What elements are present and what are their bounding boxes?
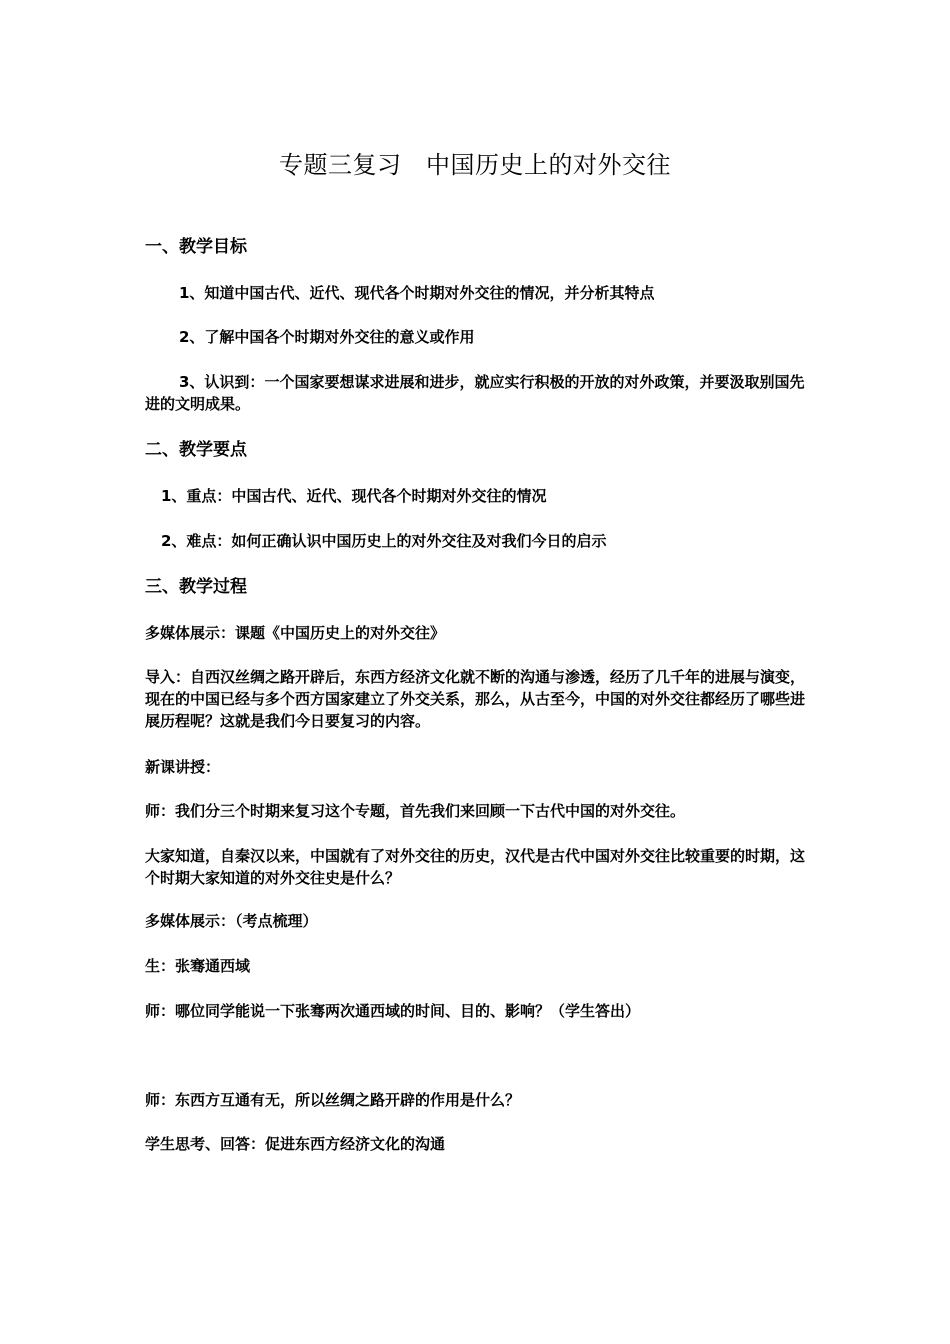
process-item-new-lesson: 新课讲授： [145, 758, 221, 776]
section-heading-process: 三、教学过程 [145, 577, 247, 597]
section-heading-objectives: 一、教学目标 [145, 237, 247, 257]
document-title: 专题三复习 中国历史上的对外交往 [279, 151, 671, 179]
objective-item-1: 1、知道中国古代、近代、现代各个时期对外交往的情况，并分析其特点 [179, 284, 655, 302]
objective-item-2: 2、了解中国各个时期对外交往的意义或作用 [179, 328, 475, 346]
process-item-teacher-1: 师：我们分三个时期来复习这个专题，首先我们来回顾一下古代中国的对外交往。 [145, 802, 686, 820]
key-point-item-1: 1、重点：中国古代、近代、现代各个时期对外交往的情况 [161, 487, 547, 505]
process-item-introduction: 导入：自西汉丝绸之路开辟后，东西方经济文化就不断的沟通与渗透，经历了几千年的进展与演变，现在的中国已经与多个西方国家建立了外交关系，那么，从古至今，中国的对外交往都经历了哪些进展历程呢？这就是我们今日要复习的内容。 [145, 668, 806, 730]
process-item-multimedia-topic: 多媒体展示：课题《中国历史上的对外交往》 [145, 624, 446, 642]
process-item-student-answer: 学生思考、回答：促进东西方经济文化的沟通 [145, 1135, 446, 1153]
process-item-student-1: 生：张骞通西域 [145, 957, 251, 975]
process-item-teacher-2: 师：哪位同学能说一下张骞两次通西域的时间、目的、影响？（学生答出） [145, 1002, 641, 1020]
process-item-multimedia-review: 多媒体展示：（考点梳理） [145, 912, 318, 930]
objective-item-3: 3、认识到：一个国家要想谋求进展和进步，就应实行积极的开放的对外政策，并要汲取别国先进的文明成果。 [145, 373, 805, 413]
process-item-class-question: 大家知道，自秦汉以来，中国就有了对外交往的历史，汉代是古代中国对外交往比较重要的时期，这个时期大家知道的对外交往史是什么？ [145, 847, 806, 887]
key-point-item-2: 2、难点：如何正确认识中国历史上的对外交往及对我们今日的启示 [161, 532, 607, 550]
section-heading-key-points: 二、教学要点 [145, 440, 247, 460]
process-item-teacher-3: 师：东西方互通有无，所以丝绸之路开辟的作用是什么？ [145, 1091, 521, 1109]
